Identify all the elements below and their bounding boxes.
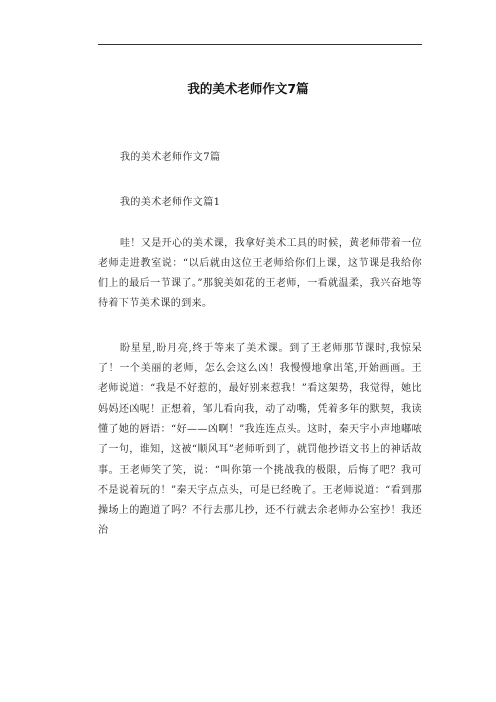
body-paragraph: 哇！又是开心的美术课，我拿好美术工具的时候，黄老师带着一位老师走进教室说：“以后就由这位王老师给你们上课，这节课是我给你们上的最后一节课了。”那貌美如花的王老师，一看就温柔，我兴奋地等待着下节美术课的到来。 [98,237,422,310]
section-heading-paragraph: 我的美术老师作文篇1 [120,197,221,209]
subtitle-paragraph: 我的美术老师作文7篇 [120,152,221,163]
header-rule [98,44,422,45]
body-paragraph: 盼星星,盼月亮,终于等来了美术课。到了王老师那节课时,我惊呆了！一个美丽的老师，怎么会这么凶！我慢慢地拿出笔,开始画画。王老师说道：“我是不好惹的，最好别来惹我！”看这架势，我觉得，她比妈妈还凶呢！正想着，邹儿看向我，动了动嘴，凭着多年的默契，我读懂了她的唇语：“好——凶啊！”我连连点头。这时，秦天宇小声地嘟哝了一句，谁知，这被“顺风耳”老师听到了，就罚他抄语文书上的神话故事。王老师笑了笑，说：“叫你第一个挑战我的极限，后悔了吧？我可不是说着玩的！”秦天宇点点头，可是已经晚了。王老师说道：“看到那操场上的跑道了吗？不行去那儿抄，还不行就去余老师办公室抄！我还治 [98,342,422,537]
document-title: 我的美术老师作文7篇 [187,81,309,96]
document-body [98,148,422,542]
